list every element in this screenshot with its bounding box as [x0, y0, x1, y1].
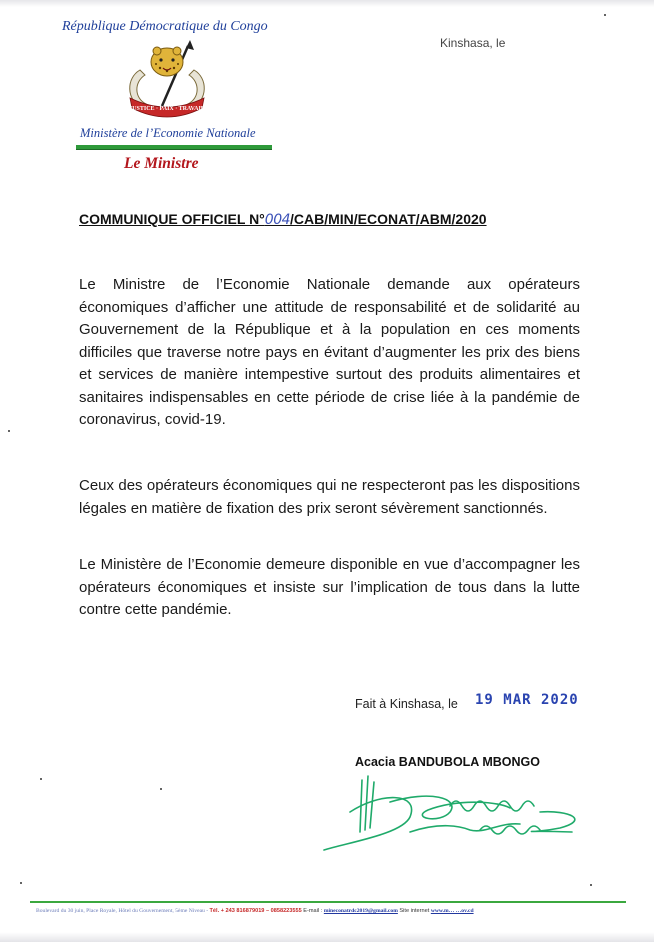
fait-a-kinshasa: Fait à Kinshasa, le	[355, 697, 458, 711]
footer-email-link[interactable]: mineconatrdc2019@gmail.com	[323, 908, 398, 914]
ministry-green-rule	[76, 145, 272, 150]
scan-speck	[590, 884, 592, 886]
communique-suffix: /CAB/MIN/ECONAT/ABM/2020	[290, 211, 487, 227]
scan-speck	[40, 778, 42, 780]
communique-prefix: COMMUNIQUE OFFICIEL N°	[79, 211, 265, 227]
scan-speck	[20, 882, 22, 884]
scan-speck	[160, 788, 162, 790]
footer-site-label: Site internet	[397, 908, 431, 914]
body-paragraph-1: Le Ministre de l’Economie Nationale demande aux opérateurs économiques d’afficher une attitude de responsabilité et de solidarité au Gouvernement de la République et à la population en ces moments difficiles que traverse notre pays en évitant d’augmenter les prix des biens et services de manière intempestive surtout des produits alimentaires et sanitaires indispensables en cette période de crise liée à la pandémie de coronavirus, covid-19.	[79, 276, 580, 428]
country-name: République Démocratique du Congo	[62, 19, 268, 34]
body-paragraph-2: Ceux des opérateurs économiques qui ne respecteront pas les dispositions légales en matière de fixation des prix seront sévèrement sanctionnés.	[79, 477, 580, 517]
emblem-motto: JUSTICE · PAIX · TRAVAIL	[129, 106, 205, 112]
ministry-name: Ministère de l’Economie Nationale	[80, 126, 256, 140]
footer-site-link[interactable]: www.m… …ov.cd	[430, 908, 474, 914]
footer-phone: Tél. + 243 816879019 – 0858223555	[209, 908, 302, 914]
handwritten-signature	[310, 772, 600, 862]
coat-of-arms-emblem	[118, 38, 216, 120]
signer-name: Acacia BANDUBOLA MBONGO	[355, 755, 540, 769]
footer-green-rule	[30, 901, 626, 903]
place-date-line: Kinshasa, le	[440, 36, 506, 50]
minister-title: Le Ministre	[124, 155, 199, 172]
scan-speck	[604, 14, 606, 16]
body-paragraph-3: Le Ministère de l’Economie demeure disponible en vue d’accompagner les opérateurs économiques et insiste sur l’implication de tous dans la lutte contre cette pandémie.	[79, 556, 580, 618]
scan-speck	[8, 430, 10, 432]
scan-top-edge	[0, 0, 654, 7]
footer-email-label: E-mail :	[301, 908, 324, 914]
footer-contact	[36, 908, 474, 914]
footer-address: Boulevard du 30 juin, Place Royale, Hôtel du Gouvernement, 5ème Niveau -	[36, 908, 210, 914]
scan-bottom-edge	[0, 932, 654, 942]
communique-title	[79, 211, 487, 228]
date-stamp: 19 MAR 2020	[475, 692, 579, 708]
communique-number-handwritten: 004	[264, 212, 291, 228]
